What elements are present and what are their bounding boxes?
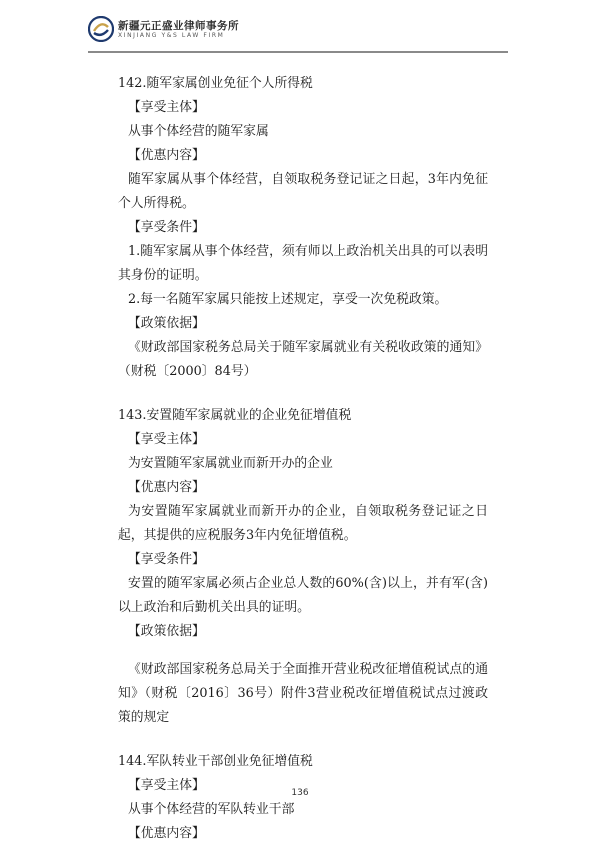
condition-item: 2.每一名随军家属只能按上述规定，享受一次免税政策。 bbox=[128, 292, 448, 307]
basis-text: 《财政部国家税务总局关于随军家属就业有关税收政策的通知》（财税〔2000〕84号） bbox=[118, 340, 488, 379]
conditions-label: 【享受条件】 bbox=[128, 220, 205, 235]
page-number: 136 bbox=[291, 788, 309, 798]
page-header bbox=[88, 14, 508, 54]
subject-label: 【享受主体】 bbox=[128, 778, 205, 793]
conditions-label: 【享受条件】 bbox=[128, 552, 205, 567]
firm-name-en: XINJIANG Y&S LAW FIRM bbox=[118, 32, 225, 39]
benefit-label: 【优惠内容】 bbox=[128, 826, 205, 841]
benefit-label: 【优惠内容】 bbox=[128, 148, 205, 163]
header-divider bbox=[88, 51, 508, 53]
firm-name-cn: 新疆元正盛业律师事务所 bbox=[118, 20, 239, 32]
firm-logo-icon bbox=[88, 16, 114, 42]
basis-label: 【政策依据】 bbox=[128, 316, 205, 331]
paragraph-spacer bbox=[118, 644, 488, 658]
document-body bbox=[118, 72, 488, 846]
section-spacer bbox=[118, 384, 488, 404]
basis-text: 《财政部国家税务总局关于全面推开营业税改征增值税试点的通知》（财税〔2016〕36号）附件3营业税改征增值税试点过渡政策的规定 bbox=[118, 662, 488, 725]
subject-label: 【享受主体】 bbox=[128, 100, 205, 115]
subject-text: 从事个体经营的军队转业干部 bbox=[128, 802, 295, 817]
benefit-text: 随军家属从事个体经营，自领取税务登记证之日起，3年内免征个人所得税。 bbox=[118, 172, 488, 211]
subject-label: 【享受主体】 bbox=[128, 432, 205, 447]
basis-label: 【政策依据】 bbox=[128, 624, 205, 639]
benefit-text: 为安置随军家属就业而新开办的企业，自领取税务登记证之日起，其提供的应税服务3年内免征增值税。 bbox=[118, 504, 488, 543]
section-title: 144.军队转业干部创业免征增值税 bbox=[118, 754, 313, 769]
subject-text: 为安置随军家属就业而新开办的企业 bbox=[128, 456, 333, 471]
section-title: 143.安置随军家属就业的企业免征增值税 bbox=[118, 408, 352, 423]
section-spacer bbox=[118, 730, 488, 750]
benefit-label: 【优惠内容】 bbox=[128, 480, 205, 495]
section-title: 142.随军家属创业免征个人所得税 bbox=[118, 76, 313, 91]
subject-text: 从事个体经营的随军家属 bbox=[128, 124, 269, 139]
condition-item: 安置的随军家属必须占企业总人数的60%(含)以上，并有军(含)以上政治和后勤机关出具的证明。 bbox=[118, 576, 488, 615]
condition-item: 1.随军家属从事个体经营，须有师以上政治机关出具的可以表明其身份的证明。 bbox=[118, 244, 488, 283]
